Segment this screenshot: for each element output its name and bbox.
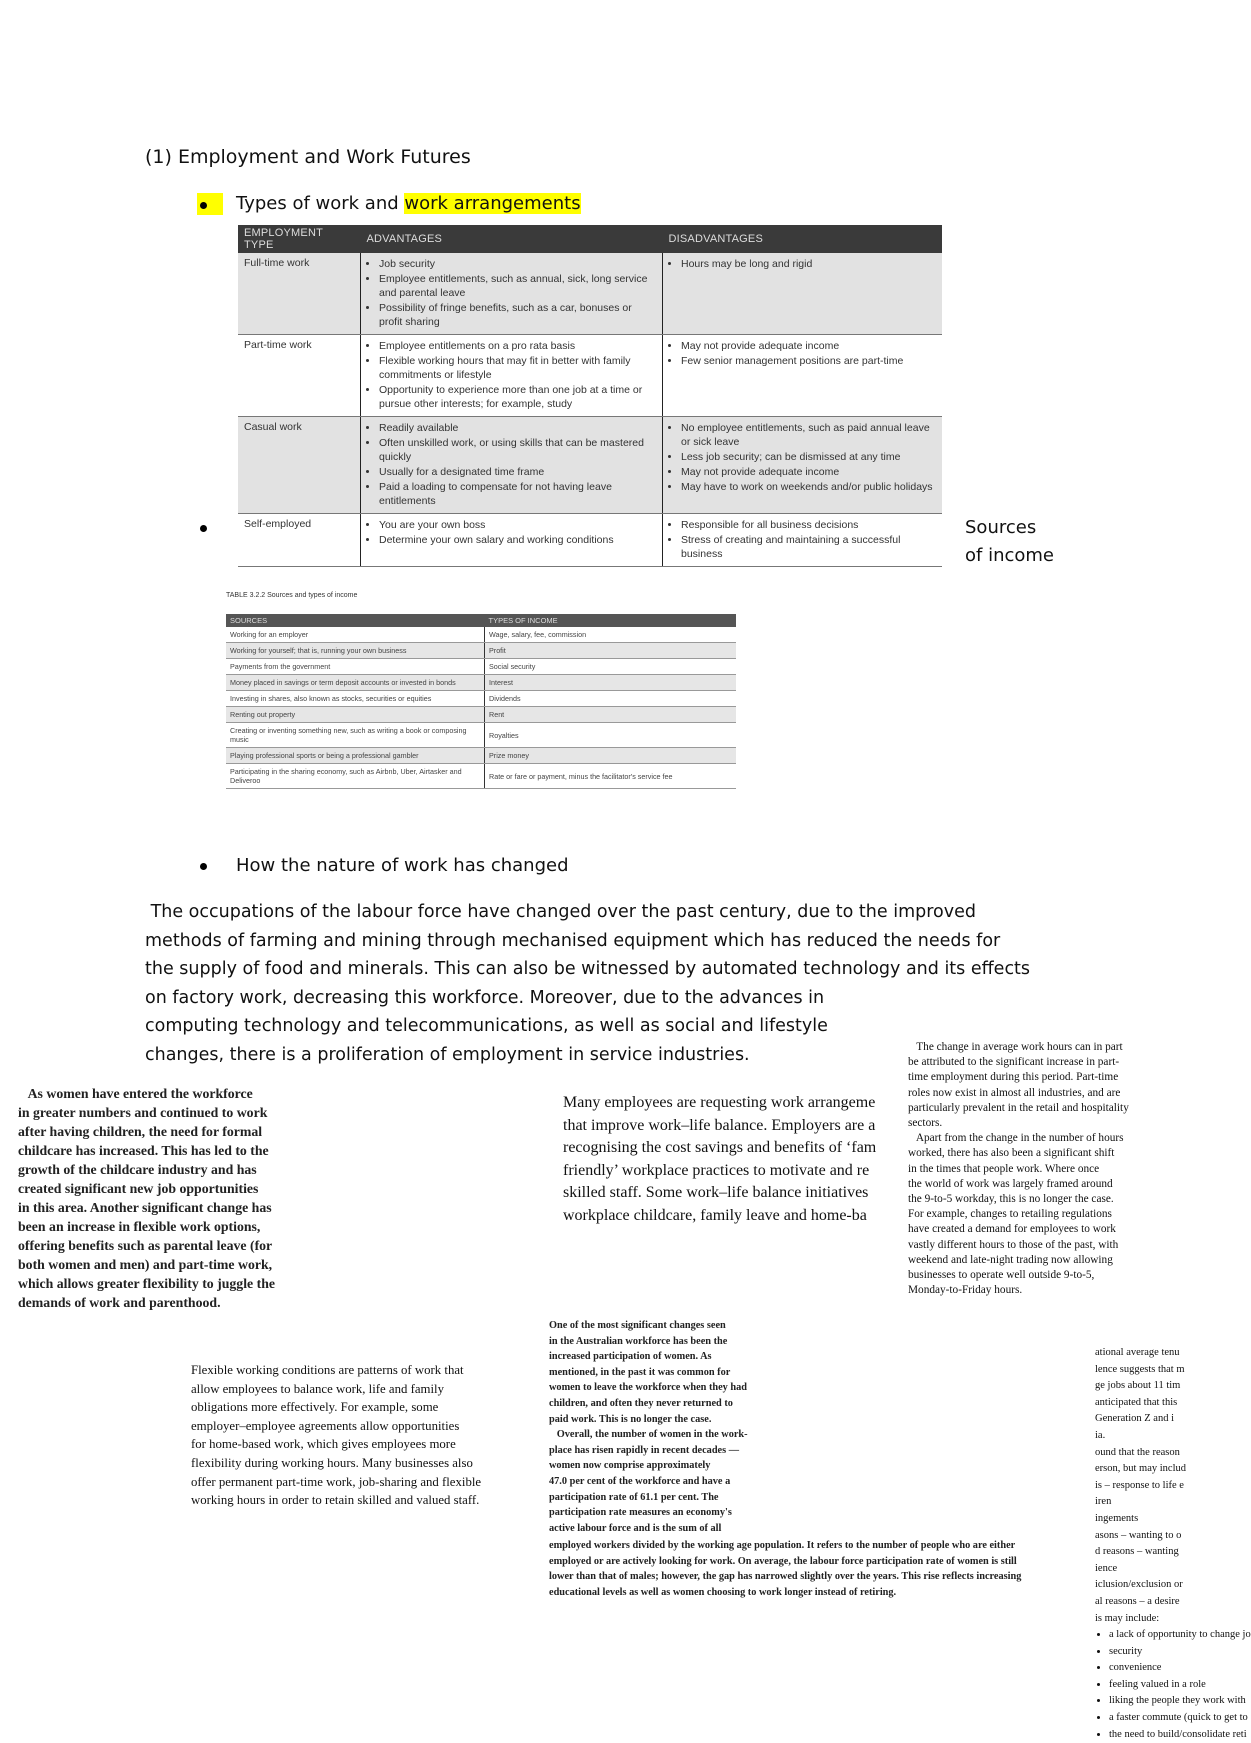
- advantages-cell: [361, 253, 663, 335]
- employment-type-cell: Casual work: [238, 417, 361, 514]
- text-line: al reasons – a desire: [1095, 1595, 1180, 1607]
- advantages-cell: [361, 514, 663, 567]
- list-item: • Flexible working hours that may fit in better with family commitments or lifestyle: [379, 354, 656, 382]
- source-cell: Working for an employer: [226, 627, 485, 643]
- text-line: Apart from the change in the number of hours: [908, 1132, 1124, 1145]
- text-line: mentioned, in the past it was common for: [549, 1366, 731, 1378]
- list-item: • You are your own boss: [379, 518, 656, 532]
- text-line: employed or are actively looking for work. On average, the labour force participation rate of women is still: [549, 1555, 1017, 1567]
- list-item: • Often unskilled work, or using skills that can be mastered quickly: [379, 436, 656, 464]
- text-line: offering benefits such as parental leave (for: [18, 1238, 273, 1253]
- source-cell: Renting out property: [226, 707, 485, 723]
- income-sources-table: [226, 614, 736, 789]
- income-type-cell: Rate or fare or payment, minus the facilitator's service fee: [485, 764, 737, 789]
- table-row: [226, 659, 736, 675]
- text-line: is may include:: [1095, 1612, 1160, 1624]
- income-type-cell: Prize money: [485, 748, 737, 764]
- bullet-dot-icon: [200, 202, 207, 209]
- text-line: working hours in order to retain skilled and valued staff.: [191, 1493, 480, 1508]
- bullet-highlighted-text: work arrangements: [404, 193, 581, 214]
- table-row: [226, 643, 736, 659]
- text-line: on factory work, decreasing this workforce. Moreover, due to the advances in: [145, 987, 825, 1008]
- list-item: • Responsible for all business decisions: [681, 518, 936, 532]
- clipping-work-life-balance: [563, 1092, 875, 1227]
- source-cell: Playing professional sports or being a professional gambler: [226, 748, 485, 764]
- table-row: [226, 723, 736, 748]
- text-line: Overall, the number of women in the work-: [549, 1429, 748, 1441]
- list-item: • Readily available: [379, 421, 656, 435]
- text-line: in the times that people work. Where once: [908, 1162, 1100, 1175]
- text-line: after having children, the need for formal: [18, 1124, 263, 1139]
- text-line: women to leave the workforce when they had: [549, 1382, 747, 1394]
- source-cell: Participating in the sharing economy, such as Airbnb, Uber, Airtasker and Deliveroo: [226, 764, 485, 789]
- clipping-flexible-conditions: [191, 1361, 551, 1510]
- table-row: [226, 748, 736, 764]
- text-line: changes, there is a proliferation of employment in service industries.: [145, 1044, 750, 1065]
- disadvantages-cell: [663, 417, 943, 514]
- text-line: employed workers divided by the working age population. It refers to the number of people who are either: [549, 1540, 1016, 1551]
- text-line: d reasons – wanting: [1095, 1546, 1179, 1558]
- text-line: One of the most significant changes seen: [549, 1320, 726, 1331]
- table-row: [238, 514, 942, 567]
- table-header: EMPLOYMENT TYPE: [238, 225, 361, 253]
- text-line: workplace childcare, family leave and home-ba: [563, 1206, 867, 1224]
- clipping-women-participation: [549, 1318, 784, 1536]
- text-line: Generation Z and i: [1095, 1413, 1175, 1425]
- text-line: flexibility during working hours. Many businesses also: [191, 1455, 473, 1470]
- text-line: ational average tenu: [1095, 1347, 1180, 1358]
- text-line: ound that the reason: [1095, 1446, 1180, 1458]
- table-header: SOURCES: [226, 614, 485, 627]
- text-line: erson, but may includ: [1095, 1463, 1186, 1475]
- text-line: children, and often they never returned to: [549, 1397, 733, 1409]
- bullet-dot-icon: [200, 863, 207, 870]
- source-cell: Creating or inventing something new, such as writing a book or composing music: [226, 723, 485, 748]
- reasons-list: [1095, 1627, 1251, 1743]
- text-line: As women have entered the workforce: [18, 1086, 253, 1101]
- employment-type-cell: Part-time work: [238, 335, 361, 417]
- text-line: participation rate of 61.1 per cent. The: [549, 1491, 719, 1503]
- text-line: particularly prevalent in the retail and hospitality: [908, 1101, 1129, 1114]
- text-line: allow employees to balance work, life and family: [191, 1381, 445, 1396]
- advantages-cell: [361, 417, 663, 514]
- text-line: obligations more effectively. For example, some: [191, 1400, 439, 1415]
- employment-type-cell: Self-employed: [238, 514, 361, 567]
- disadvantages-cell: [663, 253, 943, 335]
- text-line: The change in average work hours can in part: [908, 1041, 1123, 1053]
- text-line: worked, there has also been a significant shift: [908, 1147, 1115, 1160]
- table-header: DISADVANTAGES: [663, 225, 943, 253]
- list-item: • the need to build/consolidate reti: [1109, 1727, 1205, 1743]
- bullet-text: Sources: [965, 517, 1037, 538]
- list-item: • convenience: [1109, 1660, 1205, 1677]
- list-item: • security: [1109, 1644, 1205, 1661]
- table-row: [238, 253, 942, 335]
- table-row: [226, 627, 736, 643]
- text-line: the world of work was largely framed around: [908, 1177, 1113, 1190]
- income-type-cell: Profit: [485, 643, 737, 659]
- text-line: place has risen rapidly in recent decades —: [549, 1444, 740, 1456]
- list-item: • Hours may be long and rigid: [681, 257, 936, 271]
- text-line: that improve work–life balance. Employers are a: [563, 1116, 876, 1134]
- text-line: childcare has increased. This has led to the: [18, 1143, 269, 1158]
- text-line: iren: [1095, 1496, 1112, 1508]
- list-item: • a faster commute (quick to get to: [1109, 1710, 1205, 1727]
- source-cell: Money placed in savings or term deposit accounts or invested in bonds: [226, 675, 485, 691]
- text-line: The occupations of the labour force have changed over the past century, due to the improved: [145, 902, 976, 922]
- source-cell: Payments from the government: [226, 659, 485, 675]
- disadvantages-cell: [663, 335, 943, 417]
- text-line: friendly’ workplace practices to motivate and re: [563, 1161, 870, 1179]
- text-line: Many employees are requesting work arrangeme: [563, 1094, 876, 1111]
- list-item: • Less job security; can be dismissed at any time: [681, 450, 936, 464]
- list-item: • liking the people they work with: [1109, 1693, 1205, 1710]
- text-line: Flexible working conditions are patterns of work that: [191, 1363, 464, 1377]
- list-item: • a lack of opportunity to change jo: [1109, 1627, 1205, 1644]
- list-item: • Opportunity to experience more than one job at a time or pursue other interests; for example, study: [379, 383, 656, 411]
- list-item: • Few senior management positions are part-time: [681, 354, 936, 368]
- text-line: computing technology and telecommunications, as well as social and lifestyle: [145, 1016, 828, 1036]
- text-line: 47.0 per cent of the workforce and have a: [549, 1475, 731, 1487]
- income-type-cell: Social security: [485, 659, 737, 675]
- table-row: [226, 675, 736, 691]
- list-item: • Possibility of fringe benefits, such as a car, bonuses or profit sharing: [379, 301, 656, 329]
- text-line: recognising the cost savings and benefits of ‘fam: [563, 1139, 877, 1156]
- table-row: [238, 417, 942, 514]
- text-line: growth of the childcare industry and has: [18, 1162, 257, 1177]
- clipping-job-tenure: [1095, 1345, 1251, 1743]
- income-type-cell: Wage, salary, fee, commission: [485, 627, 737, 643]
- text-line: in greater numbers and continued to work: [18, 1105, 268, 1120]
- page-heading: (1) Employment and Work Futures: [145, 146, 471, 168]
- income-type-cell: Dividends: [485, 691, 737, 707]
- text-line: For example, changes to retailing regulations: [908, 1208, 1112, 1221]
- text-line: participation rate measures an economy's: [549, 1507, 732, 1519]
- text-line: offer permanent part-time work, job-sharing and flexible: [191, 1474, 482, 1489]
- source-cell: Working for yourself; that is, running your own business: [226, 643, 485, 659]
- source-cell: Investing in shares, also known as stocks, securities or equities: [226, 691, 485, 707]
- employment-type-cell: Full-time work: [238, 253, 361, 335]
- text-line: vastly different hours to those of the past, with: [908, 1238, 1119, 1251]
- text-line: both women and men) and part-time work,: [18, 1257, 273, 1272]
- text-line: be attributed to the significant increase in part-: [908, 1056, 1120, 1069]
- list-item: • No employee entitlements, such as paid annual leave or sick leave: [681, 421, 936, 449]
- text-line: ience: [1095, 1562, 1118, 1574]
- text-line: paid work. This is no longer the case.: [549, 1413, 712, 1425]
- list-item: • Employee entitlements on a pro rata basis: [379, 339, 656, 353]
- text-line: been an increase in flexible work options,: [18, 1219, 261, 1234]
- table-row: [226, 707, 736, 723]
- income-type-cell: Royalties: [485, 723, 737, 748]
- text-line: the supply of food and minerals. This can also be witnessed by automated technology and its effects: [145, 959, 1031, 979]
- clipping-work-hours: [908, 1040, 1166, 1298]
- income-type-cell: Rent: [485, 707, 737, 723]
- bullet-text: of income: [965, 545, 1054, 566]
- table-header: TYPES OF INCOME: [485, 614, 737, 627]
- text-line: for home-based work, which gives employees more: [191, 1437, 456, 1452]
- text-line: increased participation of women. As: [549, 1351, 712, 1363]
- text-line: Monday-to-Friday hours.: [908, 1284, 1023, 1297]
- text-line: is – response to life e: [1095, 1479, 1184, 1491]
- bullet-sources-of-income: [965, 514, 1054, 570]
- text-line: ingements: [1095, 1512, 1139, 1524]
- list-item: • May not provide adequate income: [681, 465, 936, 479]
- list-item: • May have to work on weekends and/or public holidays: [681, 480, 936, 494]
- clipping-women-participation-continued: [549, 1538, 1089, 1600]
- list-item: • Stress of creating and maintaining a successful business: [681, 533, 936, 561]
- list-item: • Determine your own salary and working conditions: [379, 533, 656, 547]
- bullet-text: Types of work and: [236, 193, 405, 214]
- list-item: • Paid a loading to compensate for not having leave entitlements: [379, 480, 656, 508]
- text-line: employer–employee agreements allow opportunities: [191, 1418, 460, 1433]
- text-line: created significant new job opportunities: [18, 1181, 259, 1196]
- table-row: [226, 764, 736, 789]
- text-line: businesses to operate well outside 9-to-5,: [908, 1269, 1095, 1282]
- table-row: [238, 335, 942, 417]
- table-row: [226, 691, 736, 707]
- text-line: sectors.: [908, 1117, 943, 1130]
- text-line: iclusion/exclusion or: [1095, 1579, 1183, 1591]
- clipping-childcare: [18, 1084, 318, 1312]
- list-item: • Job security: [379, 257, 656, 271]
- advantages-cell: [361, 335, 663, 417]
- text-line: active labour force and is the sum of all: [549, 1522, 722, 1534]
- list-item: • Usually for a designated time frame: [379, 465, 656, 479]
- bullet-dot-icon: [200, 525, 207, 532]
- table-header: ADVANTAGES: [361, 225, 663, 253]
- text-line: ia.: [1095, 1429, 1106, 1441]
- text-line: which allows greater flexibility to juggle the: [18, 1276, 276, 1291]
- text-line: lower than that of males; however, the gap has narrowed slightly over the years. This rise reflects increasing: [549, 1571, 1022, 1583]
- text-line: in this area. Another significant change has: [18, 1200, 272, 1215]
- bullet-nature-of-work: How the nature of work has changed: [236, 855, 569, 876]
- text-line: ge jobs about 11 tim: [1095, 1380, 1181, 1392]
- text-line: methods of farming and mining through mechanised equipment which has reduced the needs for: [145, 930, 1001, 951]
- text-line: asons – wanting to o: [1095, 1529, 1182, 1541]
- text-line: weekend and late-night trading now allowing: [908, 1253, 1113, 1266]
- table-caption: TABLE 3.2.2 Sources and types of income: [226, 592, 358, 599]
- text-line: have created a demand for employees to work: [908, 1223, 1116, 1236]
- text-line: the 9-to-5 workday, this is no longer the case.: [908, 1193, 1114, 1206]
- text-line: in the Australian workforce has been the: [549, 1335, 728, 1347]
- text-line: educational levels as well as women choosing to work longer instead of retiring.: [549, 1586, 897, 1598]
- text-line: time employment during this period. Part-time: [908, 1071, 1119, 1084]
- text-line: anticipated that this: [1095, 1396, 1178, 1408]
- text-line: demands of work and parenthood.: [18, 1295, 221, 1310]
- text-line: women now comprise approximately: [549, 1460, 711, 1472]
- income-type-cell: Interest: [485, 675, 737, 691]
- list-item: • May not provide adequate income: [681, 339, 936, 353]
- list-item: • feeling valued in a role: [1109, 1677, 1205, 1694]
- text-line: skilled staff. Some work–life balance initiatives: [563, 1184, 869, 1201]
- disadvantages-cell: [663, 514, 943, 567]
- text-line: roles now exist in almost all industries, and are: [908, 1086, 1121, 1099]
- employment-types-table: [238, 225, 942, 567]
- text-line: lence suggests that m: [1095, 1363, 1185, 1375]
- list-item: • Employee entitlements, such as annual, sick, long service and parental leave: [379, 272, 656, 300]
